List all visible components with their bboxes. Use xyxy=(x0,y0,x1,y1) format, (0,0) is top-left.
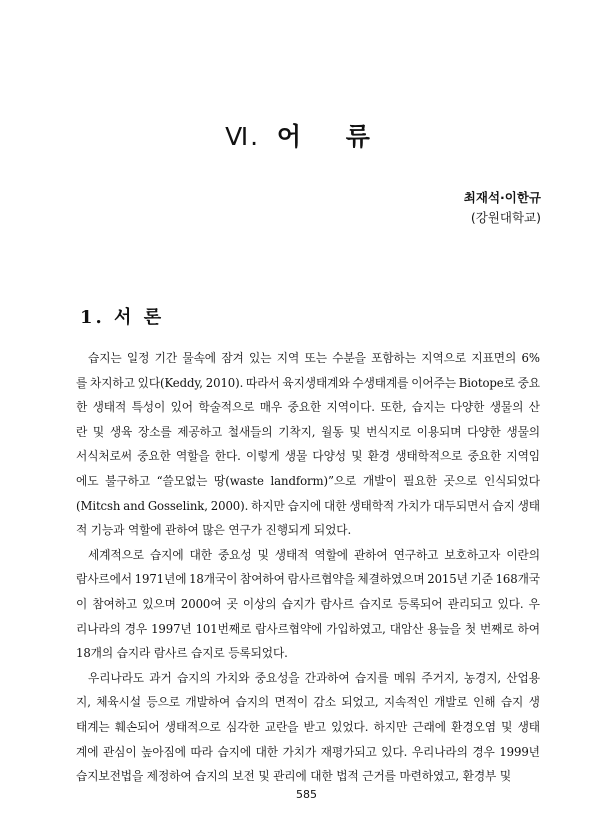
paragraph-line: 18개의 습지라 람사르 습지로 등록되었다. xyxy=(76,646,288,661)
paragraph-line: 이 참여하고 있으며 2000여 곳 이상의 습지가 람사르 습지로 등록되어 관리되고 있다. 우 xyxy=(76,596,540,611)
paragraph-line: (Mitcsh and Gosselink, 2000). 하지만 습지에 대한 생태학적 가치가 대두되면서 습지 생태 xyxy=(76,498,540,513)
paragraph-line: 리나라의 경우 1997년 101번째로 람사르협약에 가입하였고, 대암산 용늪을 첫 번째로 하여 xyxy=(76,621,540,636)
paragraph-line: 람사르에서 1971년에 18개국이 참여하여 람사르협약을 체결하였으며 2015년 기준 168개국 xyxy=(76,572,540,587)
paragraph-line: 습지보전법을 제정하여 습지의 보전 및 관리에 대한 법적 근거를 마련하였고, 환경부 및 xyxy=(76,769,512,784)
chapter-number: Ⅵ. xyxy=(225,122,261,151)
paragraph-line: 습지는 일정 기간 물속에 잠겨 있는 지역 또는 수분을 포함하는 지역으로 지표면의 6% xyxy=(88,351,540,365)
paragraph-line: 세계적으로 습지에 대한 중요성 및 생태적 역할에 관하여 연구하고 보호하고자 이란의 xyxy=(88,547,540,562)
section-title: 1. 서 론 xyxy=(80,307,165,328)
author-names: 최재석·이한규 xyxy=(463,190,541,205)
paragraph-line: 태계는 훼손되어 생태적으로 심각한 교란을 받고 있었다. 하지만 근래에 환경오염 및 생태 xyxy=(76,719,540,734)
author-affiliation: (강원대학교) xyxy=(470,210,541,225)
paragraph-line: 에도 불구하고 “쓸모없는 땅(waste landform)”으로 개발이 필요한 곳으로 인식되었다 xyxy=(76,473,540,488)
paragraph-line: 서식처로써 중요한 역할을 한다. 이렇게 생물 다양성 및 환경 생태학적으로 중요한 지역임 xyxy=(76,449,540,464)
chapter-title-text: 어 류 xyxy=(276,122,388,151)
paragraph-line: 지, 체육시설 등으로 개발하여 습지의 면적이 감소 되었고, 지속적인 개발로 인해 습지 생 xyxy=(76,695,540,710)
paragraph-line: 란 및 생육 장소를 제공하고 철새들의 기착지, 월동 및 번식지로 이용되며 다양한 생물의 xyxy=(76,424,540,439)
paragraph-line: 계에 관심이 높아짐에 따라 습지에 대한 가치가 재평가되고 있다. 우리나라의 경우 1999년 xyxy=(76,744,540,759)
author-block xyxy=(464,188,541,228)
body-text xyxy=(76,346,540,789)
paragraph-line: 적 기능과 역할에 관하여 많은 연구가 진행되게 되었다. xyxy=(76,523,352,538)
chapter-title xyxy=(0,117,613,153)
paragraph-line: 를 차지하고 있다(Keddy, 2010). 따라서 육지생태계와 수생태계를 이어주는 Biotope로 중요 xyxy=(76,375,540,390)
paragraph-line: 우리나라도 과거 습지의 가치와 중요성을 간과하여 습지를 메워 주거지, 농경지, 산업용 xyxy=(88,670,540,685)
page-number: 585 xyxy=(296,788,317,801)
paragraph-line: 한 생태적 특성이 있어 학술적으로 매우 중요한 지역이다. 또한, 습지는 다양한 생물의 산 xyxy=(76,400,540,415)
